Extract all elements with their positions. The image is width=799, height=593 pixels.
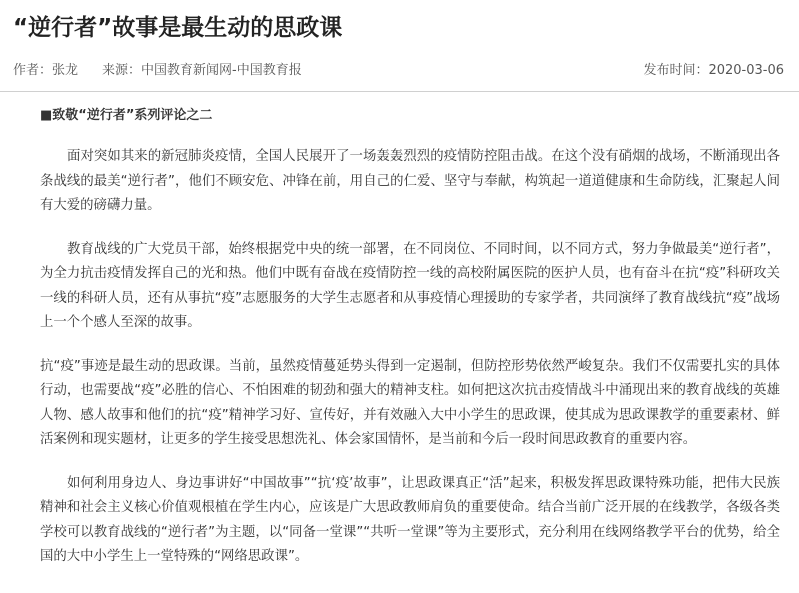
publish-date: 发布时间：2020-03-06 (643, 63, 784, 78)
header-divider (0, 91, 799, 92)
paragraph-4: 如何利用身边人、身边事讲好“中国故事”“抗‘疫’故事”，让思政课真正“活”起来，积极发挥思政课特殊功能，把伟大民族精神和社会主义核心价值观根植在学生内心，应该是广大思政教师肩负的重要使命。结合当前广泛开展的在线教学，各级各类学校可以教育战线的“逆行者”为主题，以“同备一堂课”“共听一堂课”等为主要形式，充分利用在线网络教学平台的优势，给全国的大中小学生上一堂特殊的“网络思政课”。 (40, 475, 780, 564)
article-meta (0, 57, 799, 79)
article-title: “逆行者”故事是最生动的思政课 (13, 15, 343, 41)
source-label: 来源：中国教育新闻网-中国教育报 (102, 63, 302, 78)
author-label: 作者：张龙 (13, 63, 79, 78)
series-heading: ■致敬“逆行者”系列评论之二 (40, 108, 213, 123)
paragraph-2: 教育战线的广大党员干部，始终根据党中央的统一部署，在不同岗位、不同时间，以不同方式，努力争做最美“逆行者”，为全力抗击疫情发挥自己的光和热。他们中既有奋战在疫情防控一线的高校附属医院的医护人员，也有奋斗在抗“疫”科研攻关一线的科研人员，还有从事抗“疫”志愿服务的大学生志愿者和从事疫情心理援助的专家学者，共同演绎了教育战线抗“疫”战场上一个个感人至深的故事。 (40, 241, 780, 330)
paragraph-3: 抗“疫”事迹是最生动的思政课。当前，虽然疫情蔓延势头得到一定遏制，但防控形势依然严峻复杂。我们不仅需要扎实的具体行动，也需要战“疫”必胜的信心、不怕困难的韧劲和强大的精神支柱。如何把这次抗击疫情战斗中涌现出来的教育战线的英雄人物、感人故事和他们的抗“疫”精神学习好、宣传好，并有效融入大中小学生的思政课，使其成为思政课教学的重要素材、鲜活案例和现实题材，让更多的学生接受思想洗礼、体会家国情怀，是当前和今后一段时间思政教育的重要内容。 (40, 358, 780, 447)
article-body (40, 101, 780, 570)
paragraph-1: 面对突如其来的新冠肺炎疫情，全国人民展开了一场轰轰烈烈的疫情防控阻击战。在这个没有硝烟的战场，不断涌现出各条战线的最美“逆行者”，他们不顾安危、冲锋在前，用自己的仁爱、坚守与奉献，构筑起一道道健康和生命防线，汇聚起人间有大爱的磅礴力量。 (40, 149, 780, 213)
